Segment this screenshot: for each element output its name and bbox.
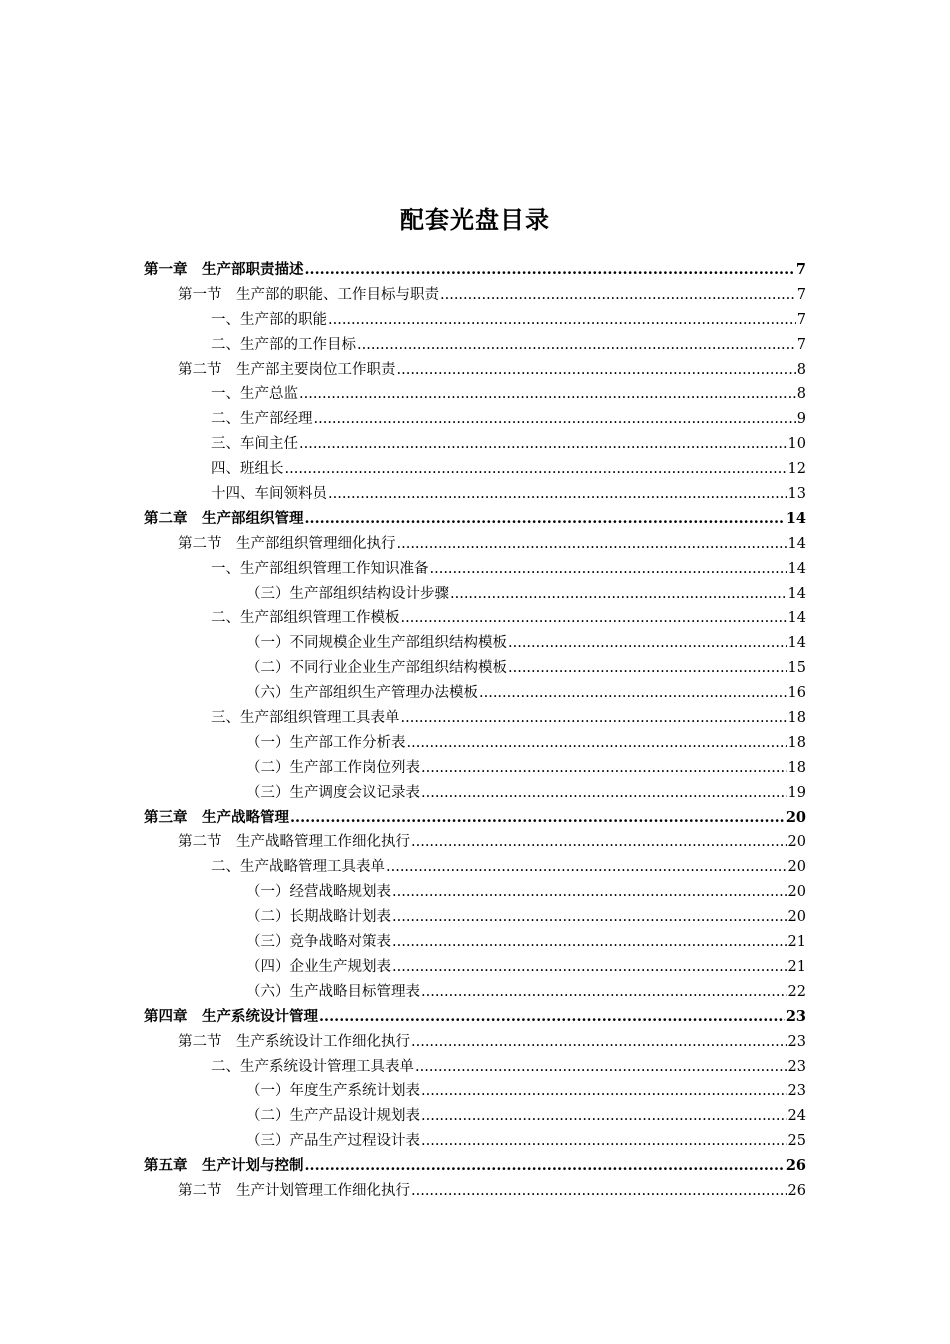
toc-entry-page: 19	[787, 784, 806, 801]
toc-entry-label: 第一章 生产部职责描述	[144, 261, 304, 278]
toc-dot-leader	[401, 706, 787, 731]
toc-entry[interactable]	[144, 407, 806, 432]
toc-entry[interactable]	[144, 333, 806, 358]
toc-dot-leader	[508, 656, 787, 681]
toc-entry[interactable]	[144, 557, 806, 582]
toc-dot-leader	[305, 1154, 785, 1179]
toc-entry-page: 7	[796, 286, 806, 303]
toc-dot-leader	[392, 905, 787, 930]
toc-entry-page: 14	[787, 610, 806, 627]
toc-dot-leader	[421, 1104, 787, 1129]
toc-entry-page: 10	[787, 436, 806, 453]
toc-entry-label: 第一节 生产部的职能、工作目标与职责	[178, 286, 439, 303]
toc-entry[interactable]	[144, 731, 806, 756]
toc-entry-page: 18	[787, 710, 806, 727]
toc-entry[interactable]	[144, 830, 806, 855]
toc-entry[interactable]	[144, 1179, 806, 1204]
toc-dot-leader	[319, 1005, 785, 1030]
toc-entry-label: （二）生产部工作岗位列表	[246, 759, 420, 776]
toc-entry-label: 第三章 生产战略管理	[144, 808, 289, 826]
toc-entry-page: 26	[787, 1182, 806, 1199]
toc-entry-label: 第二章 生产部组织管理	[144, 509, 304, 527]
toc-dot-leader	[415, 1055, 787, 1080]
toc-dot-leader	[328, 482, 787, 507]
toc-entry-page: 26	[785, 1157, 806, 1175]
toc-entry-page: 20	[787, 909, 806, 926]
toc-entry-page: 15	[787, 660, 806, 677]
toc-entry-label: 第二节 生产计划管理工作细化执行	[178, 1182, 410, 1199]
toc-entry[interactable]	[144, 1055, 806, 1080]
toc-entry[interactable]	[144, 582, 806, 607]
toc-dot-leader	[386, 855, 787, 880]
toc-entry-label: 二、生产部组织管理工作模板	[211, 610, 400, 627]
toc-dot-leader	[328, 308, 796, 333]
toc-dot-leader	[421, 1079, 787, 1104]
toc-dot-leader	[421, 1129, 787, 1154]
toc-entry-page: 18	[787, 734, 806, 751]
toc-entry-page: 7	[796, 311, 806, 328]
toc-entry-page: 14	[787, 635, 806, 652]
toc-entry-label: 四、班组长	[211, 461, 284, 478]
toc-entry-label: （二）长期战略计划表	[246, 909, 391, 926]
toc-dot-leader	[440, 283, 796, 308]
toc-entry-label: 三、车间主任	[211, 436, 298, 453]
toc-entry-page: 14	[787, 535, 806, 552]
toc-entry-label: 第二节 生产部组织管理细化执行	[178, 535, 396, 552]
toc-entry[interactable]	[144, 855, 806, 880]
toc-entry[interactable]	[144, 432, 806, 457]
toc-entry-label: 一、生产部的职能	[211, 311, 327, 328]
toc-entry[interactable]	[144, 283, 806, 308]
toc-entry-label: 第五章 生产计划与控制	[144, 1157, 304, 1175]
toc-entry[interactable]	[144, 1129, 806, 1154]
toc-entry-page: 14	[787, 585, 806, 602]
toc-entry[interactable]	[144, 781, 806, 806]
toc-entry-page: 20	[785, 808, 806, 826]
toc-entry-page: 23	[787, 1033, 806, 1050]
toc-entry-label: 二、生产部经理	[211, 411, 313, 428]
toc-entry[interactable]	[144, 930, 806, 955]
toc-entry-label: （三）生产部组织结构设计步骤	[246, 585, 449, 602]
toc-entry-label: （一）经营战略规划表	[246, 884, 391, 901]
toc-dot-leader	[285, 457, 787, 482]
toc-entry-page: 22	[787, 983, 806, 1000]
toc-dot-leader	[421, 781, 787, 806]
toc-entry[interactable]	[144, 756, 806, 781]
toc-entry-label: 第四章 生产系统设计管理	[144, 1007, 318, 1025]
toc-entry[interactable]	[144, 457, 806, 482]
toc-dot-leader	[397, 358, 796, 383]
toc-dot-leader	[401, 606, 787, 631]
toc-entry[interactable]	[144, 1030, 806, 1055]
toc-entry[interactable]	[144, 905, 806, 930]
toc-entry-label: （一）不同规模企业生产部组织结构模板	[246, 635, 507, 652]
toc-entry-label: 一、生产部组织管理工作知识准备	[211, 560, 429, 577]
toc-dot-leader	[305, 507, 785, 532]
toc-entry-page: 13	[787, 486, 806, 503]
toc-entry-label: （三）生产调度会议记录表	[246, 784, 420, 801]
toc-entry-label: 二、生产战略管理工具表单	[211, 859, 385, 876]
toc-entry-label: 三、生产部组织管理工具表单	[211, 710, 400, 727]
toc-entry-label: 第二节 生产系统设计工作细化执行	[178, 1033, 410, 1050]
toc-entry-label: （一）年度生产系统计划表	[246, 1083, 420, 1100]
toc-dot-leader	[411, 1179, 787, 1204]
toc-dot-leader	[430, 557, 787, 582]
toc-entry-label: 第二节 生产部主要岗位工作职责	[178, 361, 396, 378]
toc-dot-leader	[397, 532, 787, 557]
toc-entry-label: （三）竞争战略对策表	[246, 934, 391, 951]
toc-entry-page: 14	[785, 509, 806, 527]
toc-entry-label: 二、生产部的工作目标	[211, 336, 356, 353]
toc-dot-leader	[392, 955, 787, 980]
toc-entry-page: 8	[796, 361, 806, 378]
toc-entry-page: 7	[795, 261, 806, 278]
toc-entry[interactable]	[144, 880, 806, 905]
toc-entry-label: （二）不同行业企业生产部组织结构模板	[246, 660, 507, 677]
toc-entry-label: （三）产品生产过程设计表	[246, 1133, 420, 1150]
toc-entry-page: 23	[787, 1058, 806, 1075]
toc-entry[interactable]	[144, 656, 806, 681]
toc-entry[interactable]	[144, 955, 806, 980]
toc-entry-page: 12	[787, 461, 806, 478]
toc-entry-label: 一、生产总监	[211, 386, 298, 403]
toc-entry-page: 23	[787, 1083, 806, 1100]
toc-entry[interactable]	[144, 606, 806, 631]
toc-entry-page: 14	[787, 560, 806, 577]
toc-entry-label: 二、生产系统设计管理工具表单	[211, 1058, 414, 1075]
toc-entry-page: 25	[787, 1133, 806, 1150]
toc-entry-page: 20	[787, 859, 806, 876]
table-of-contents	[144, 258, 806, 1204]
toc-entry-label: （六）生产战略目标管理表	[246, 983, 420, 1000]
toc-entry[interactable]	[144, 308, 806, 333]
page-title: 配套光盘目录	[400, 205, 550, 234]
toc-entry-label: （六）生产部组织生产管理办法模板	[246, 685, 478, 702]
toc-entry-page: 21	[787, 958, 806, 975]
toc-entry-page: 7	[796, 336, 806, 353]
toc-entry[interactable]	[144, 507, 806, 532]
toc-entry-label: （四）企业生产规划表	[246, 958, 391, 975]
toc-dot-leader	[305, 258, 795, 283]
toc-entry-page: 24	[787, 1108, 806, 1125]
toc-entry[interactable]	[144, 980, 806, 1005]
toc-dot-leader	[357, 333, 796, 358]
toc-entry[interactable]	[144, 358, 806, 383]
toc-entry-label: 第二节 生产战略管理工作细化执行	[178, 834, 410, 851]
toc-entry-label: 十四、车间领料员	[211, 486, 327, 503]
toc-entry[interactable]	[144, 706, 806, 731]
toc-entry[interactable]	[144, 631, 806, 656]
toc-dot-leader	[392, 930, 787, 955]
toc-entry-page: 8	[796, 386, 806, 403]
toc-dot-leader	[421, 980, 787, 1005]
toc-entry[interactable]	[144, 1154, 806, 1179]
toc-entry[interactable]	[144, 258, 806, 283]
toc-entry-page: 20	[787, 834, 806, 851]
toc-entry[interactable]	[144, 532, 806, 557]
toc-entry[interactable]	[144, 482, 806, 507]
toc-entry-page: 9	[796, 411, 806, 428]
toc-entry-label: （二）生产产品设计规划表	[246, 1108, 420, 1125]
toc-dot-leader	[450, 582, 787, 607]
toc-dot-leader	[421, 756, 787, 781]
toc-dot-leader	[299, 382, 796, 407]
toc-dot-leader	[299, 432, 787, 457]
toc-dot-leader	[407, 731, 787, 756]
toc-entry-page: 21	[787, 934, 806, 951]
toc-entry-page: 20	[787, 884, 806, 901]
toc-entry-page: 23	[785, 1007, 806, 1025]
toc-entry-page: 16	[787, 685, 806, 702]
toc-entry[interactable]	[144, 681, 806, 706]
toc-dot-leader	[314, 407, 796, 432]
toc-entry[interactable]	[144, 1104, 806, 1129]
toc-entry[interactable]	[144, 806, 806, 831]
toc-dot-leader	[290, 806, 785, 831]
toc-dot-leader	[411, 830, 787, 855]
toc-dot-leader	[508, 631, 787, 656]
toc-entry[interactable]	[144, 1079, 806, 1104]
toc-entry-label: （一）生产部工作分析表	[246, 734, 406, 751]
toc-dot-leader	[479, 681, 787, 706]
toc-dot-leader	[411, 1030, 787, 1055]
toc-entry[interactable]	[144, 1005, 806, 1030]
toc-dot-leader	[392, 880, 787, 905]
toc-entry[interactable]	[144, 382, 806, 407]
toc-entry-page: 18	[787, 759, 806, 776]
